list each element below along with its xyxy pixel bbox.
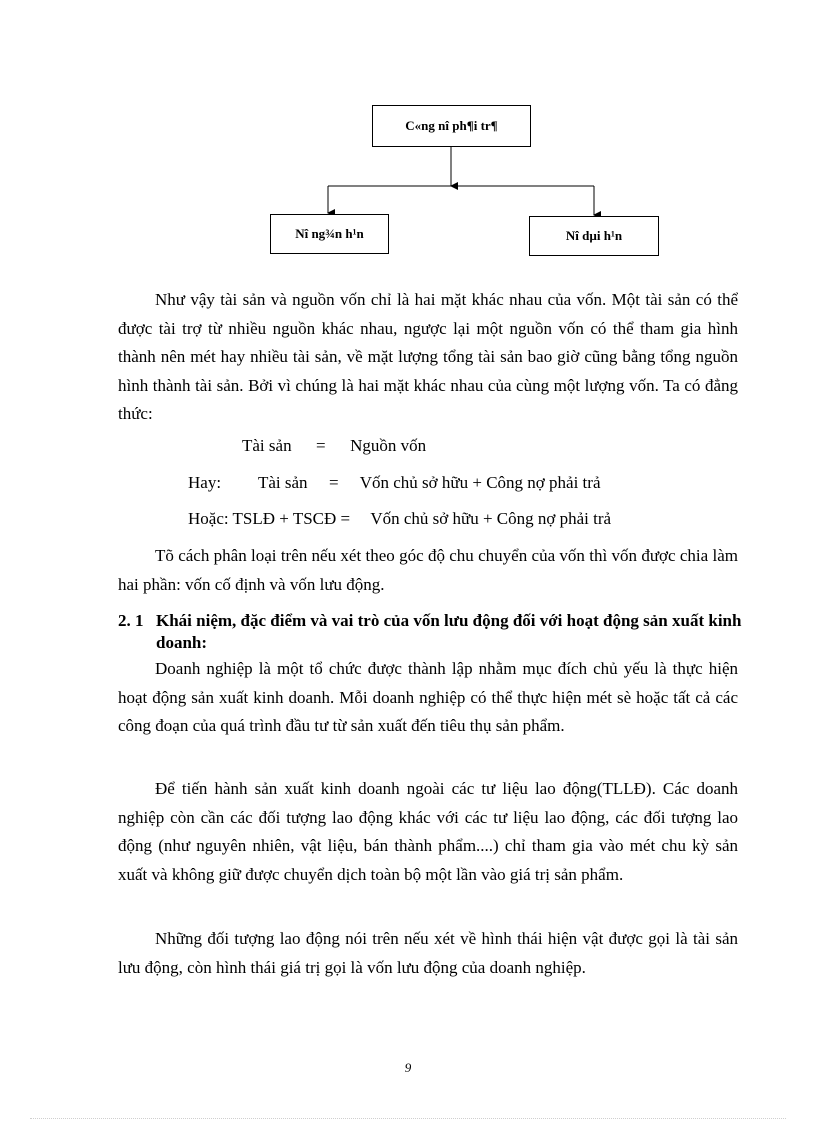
section-heading bbox=[118, 610, 743, 654]
paragraph-assets-sources: Như vậy tài sản và nguồn vốn chỉ là hai mặt khác nhau của vốn. Một tài sản có thể được tài trợ từ nhiều nguồn khác nhau, ngược lại một nguồn vốn có thể tham gia hình thành nên mét hay nhiều tài sản, về mặt lượng tổng tài sản bao giờ cũng bằng tổng nguồn hình thành tài sản. Bởi vì chúng là hai mặt khác nhau của cùng một lượng vốn. Ta có đẳng thức: bbox=[118, 290, 738, 423]
box-no-ngan-han: Nî ng¾n h¹n bbox=[270, 214, 389, 254]
eq3-right: Vốn chủ sở hữu + Công nợ phải trả bbox=[370, 509, 612, 528]
eq2-prefix: Hay: bbox=[188, 473, 222, 492]
equation-2 bbox=[188, 473, 601, 493]
equation-1 bbox=[242, 436, 426, 456]
eq1-right: Nguồn vốn bbox=[350, 436, 427, 455]
paragraph-enterprise: Doanh nghiệp là một tổ chức được thành lập nhằm mục đích chủ yếu là thực hiện hoạt động sản xuất kinh doanh. Mỗi doanh nghiệp có thể thực hiện mét sè hoặc tất cả các công đoạn của quá trình đầu tư từ sản xuất đến tiêu thụ sản phẩm. bbox=[118, 659, 738, 735]
paragraph-production: Để tiến hành sản xuất kinh doanh ngoài các tư liệu lao động(TLLĐ). Các doanh nghiệp còn cần các đối tượng lao động khác với các tư liệu lao động, các đối tượng lao động (như nguyên nhiên, vật liệu, bán thành phẩm....) chỉ tham gia vào mét chu kỳ sản xuất và không giữ được chuyển dịch toàn bộ một lần vào giá trị sản phẩm. bbox=[118, 779, 738, 884]
paragraph-classification: Tõ cách phân loại trên nếu xét theo góc độ chu chuyển của vốn thì vốn được chia làm hai phần: vốn cố định và vốn lưu động. bbox=[118, 546, 738, 594]
footer-divider bbox=[30, 1118, 786, 1119]
debt-diagram bbox=[0, 0, 816, 270]
box-cong-no-phai-tra: C«ng nî ph¶i tr¶ bbox=[372, 105, 531, 147]
page-number: 9 bbox=[404, 1060, 412, 1075]
eq1-left: Tài sản bbox=[242, 436, 292, 455]
eq1-operator: = bbox=[316, 436, 326, 455]
section-number: 2. 1 bbox=[118, 611, 144, 630]
eq2-left: Tài sản bbox=[257, 473, 308, 492]
section-title: Khái niệm, đặc điểm và vai trò của vốn lưu động đối với hoạt động sản xuất kinh doanh: bbox=[156, 611, 742, 652]
eq2-operator: = bbox=[328, 473, 339, 492]
eq3-left: Hoặc: TSLĐ + TSCĐ = bbox=[188, 509, 351, 528]
box-no-dai-han: Nî dµi h¹n bbox=[529, 216, 659, 256]
eq2-right: Vốn chủ sở hữu + Công nợ phải trả bbox=[359, 473, 601, 492]
paragraph-current-assets: Những đối tượng lao động nói trên nếu xét về hình thái hiện vật được gọi là tài sản lưu động, còn hình thái giá trị gọi là vốn lưu động của doanh nghiệp. bbox=[118, 929, 738, 977]
equation-3 bbox=[188, 509, 611, 529]
